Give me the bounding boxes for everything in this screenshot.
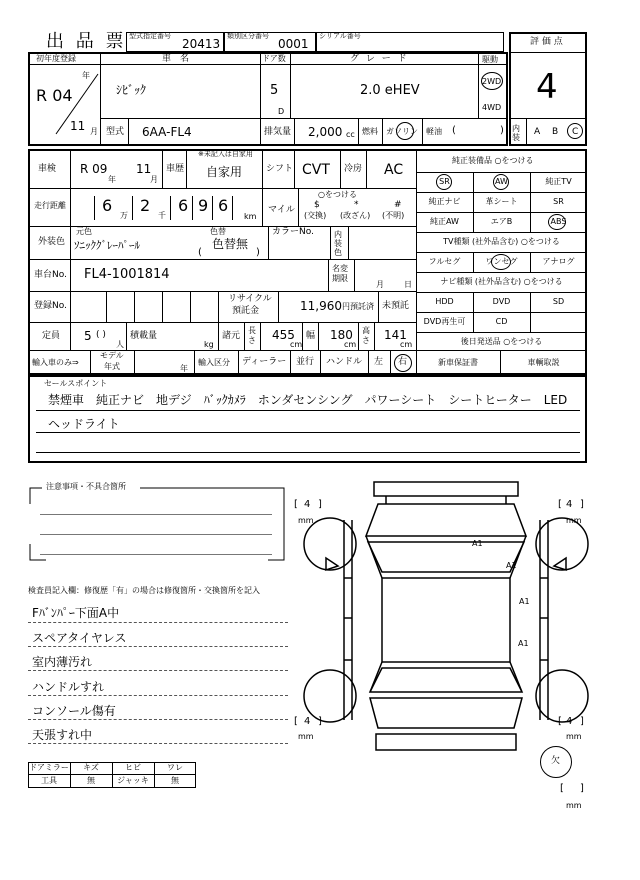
circle-note: ○をつける bbox=[318, 190, 357, 199]
repaint-label: 色替 bbox=[210, 227, 226, 236]
spare-close: ] bbox=[580, 783, 584, 794]
handle-left: 左 bbox=[374, 357, 384, 367]
fuel-gasoline-circle bbox=[396, 122, 414, 140]
ac-label: 冷房 bbox=[344, 164, 363, 174]
nav-sd: SD bbox=[552, 297, 565, 306]
interior-grade-c: C bbox=[572, 127, 579, 137]
equip-r1-3: 純正TV bbox=[545, 177, 572, 186]
import-dealer: ディーラー bbox=[242, 357, 287, 367]
bt-header-3: ヒビ bbox=[125, 763, 141, 772]
chassis-value: FL4-1001814 bbox=[84, 267, 170, 282]
import-type-label: 輸入区分 bbox=[198, 358, 230, 367]
score-label: 評 価 点 bbox=[530, 37, 563, 47]
first-reg-year-unit: 年 bbox=[82, 71, 90, 80]
name-change-month: 月 bbox=[376, 280, 384, 289]
warranty-label: 新車保証書 bbox=[438, 358, 478, 367]
form-title: 出 品 票 bbox=[46, 31, 127, 52]
note-item-2: スペアタイヤレス bbox=[32, 631, 127, 645]
width-label: 幅 bbox=[306, 331, 316, 341]
ac-value: AC bbox=[384, 162, 404, 178]
tire-rl-unit: mm bbox=[298, 732, 314, 741]
orig-color-value: ｿﾆｯｸｸﾞﾚｰﾊﾟｰﾙ bbox=[74, 239, 140, 252]
tv-type-label: TV種類 (社外品含む) ○をつける bbox=[443, 237, 560, 246]
category-value: 0001 bbox=[278, 37, 309, 51]
model-year-label-2: 年式 bbox=[104, 362, 120, 371]
tire-rr-value: 4 bbox=[566, 716, 573, 727]
bt-header-4: ワレ bbox=[167, 763, 183, 772]
shaken-month-unit: 月 bbox=[150, 175, 158, 184]
equip-r1-1-circle bbox=[436, 174, 452, 190]
mileage-digit-3: 6 bbox=[178, 196, 189, 215]
note-item-4: ハンドルすれ bbox=[32, 680, 105, 694]
shaken-value: R 09 bbox=[80, 162, 108, 176]
later-ship-label: 後日発送品 ○をつける bbox=[460, 337, 543, 346]
equip-r1-2: AW bbox=[495, 177, 508, 186]
tire-fr-value: 4 bbox=[566, 499, 573, 510]
tire-rr-unit: mm bbox=[566, 732, 582, 741]
int-color-label: 内装色 bbox=[334, 230, 342, 257]
mileage-unit: km bbox=[244, 212, 257, 221]
shaken-month: 11 bbox=[136, 162, 152, 176]
mileage-digit-5: 6 bbox=[218, 196, 229, 215]
note-item-3: 室内薄汚れ bbox=[32, 655, 93, 669]
tire-rr-close: ] bbox=[580, 716, 584, 727]
handle-label: ハンドル bbox=[326, 357, 363, 367]
tire-fr-open: [ bbox=[558, 499, 562, 510]
reg-label: 登録No. bbox=[34, 301, 67, 311]
spare-unit: mm bbox=[566, 801, 582, 810]
type-designation-value: 20413 bbox=[182, 37, 221, 51]
serial-label: シリアル番号 bbox=[319, 32, 361, 40]
damage-mark-1: A1 bbox=[472, 539, 483, 548]
model-value: 6AA-FL4 bbox=[142, 125, 192, 139]
doors-sub: D bbox=[278, 107, 285, 116]
equip-r2-3: SR bbox=[553, 197, 564, 206]
displacement-unit: cc bbox=[346, 130, 355, 139]
score-value: 4 bbox=[536, 67, 558, 107]
genuine-equipment-label: 純正装備品 ○をつける bbox=[452, 156, 534, 165]
doors-value: 5 bbox=[270, 83, 279, 98]
drive-label: 駆動 bbox=[482, 55, 498, 64]
sales-points-label: セールスポイント bbox=[44, 379, 108, 388]
equip-r3-1: 純正AW bbox=[430, 217, 459, 226]
note-item-5: コンソール傷有 bbox=[32, 704, 116, 718]
tv-oneseg: ワンセグ bbox=[485, 257, 518, 266]
tire-fl-open: [ bbox=[294, 499, 298, 510]
first-reg-month: 11 bbox=[70, 119, 86, 133]
interior-label: 内装 bbox=[512, 124, 520, 142]
exchange-sym: $ bbox=[314, 200, 320, 210]
manual-label: 車輌取説 bbox=[527, 358, 560, 367]
width-unit: cm bbox=[344, 340, 357, 349]
equip-r2-1: 純正ナビ bbox=[428, 197, 461, 206]
bt-header-2: キズ bbox=[83, 763, 99, 772]
load-unit: kg bbox=[204, 340, 214, 349]
equip-r2-2: 革シート bbox=[485, 197, 518, 206]
displacement-label: 排気量 bbox=[264, 127, 292, 137]
unknown-label: (不明) bbox=[382, 211, 405, 220]
dvd-play-label: DVD再生可 bbox=[423, 317, 466, 326]
equip-r3-3: ABS bbox=[550, 217, 567, 226]
notes-label: 注意事項・不具合箇所 bbox=[46, 482, 126, 491]
mileage-man: 万 bbox=[120, 211, 128, 220]
history-note: ※未記入は自家用 bbox=[198, 150, 253, 158]
tire-fl-unit: mm bbox=[298, 516, 314, 525]
note-item-1: Fﾊﾞﾝﾊﾟｰ下面A中 bbox=[32, 606, 120, 620]
tamper-label: (改ざん) bbox=[340, 211, 371, 220]
cd-label: CD bbox=[495, 317, 508, 326]
bt-header-1: ドアミラー bbox=[29, 763, 69, 772]
grade-value: 2.0 eHEV bbox=[360, 83, 420, 98]
recycle-none: 未預託 bbox=[382, 301, 410, 311]
equip-r1-2-circle bbox=[493, 174, 509, 190]
tire-fl-close: ] bbox=[318, 499, 322, 510]
tv-oneseg-circle bbox=[491, 254, 511, 270]
color-label: 外装色 bbox=[38, 237, 66, 247]
height-unit: cm bbox=[400, 340, 413, 349]
drive-2wd-circle bbox=[481, 72, 503, 90]
car-diagram bbox=[296, 478, 596, 778]
shaken-year-unit: 年 bbox=[108, 175, 116, 184]
mile-label: マイル bbox=[268, 205, 295, 215]
nav-hdd: HDD bbox=[435, 297, 454, 306]
history-value: 自家用 bbox=[206, 165, 243, 179]
drive-4wd: 4WD bbox=[482, 103, 502, 112]
drive-2wd: 2WD bbox=[482, 77, 502, 86]
displacement-value: 2,000 bbox=[308, 125, 343, 139]
model-year-unit: 年 bbox=[180, 364, 188, 373]
interior-selected-circle bbox=[567, 123, 583, 139]
diesel-label: 軽油 bbox=[426, 127, 442, 136]
tv-analog: アナログ bbox=[542, 257, 575, 266]
dims-label: 諸元 bbox=[222, 331, 241, 341]
category-label: 類別区分番号 bbox=[227, 32, 269, 40]
inspector-label: 検査員記入欄：修復歴「有」の場合は修復箇所・交換箇所を記入 bbox=[28, 586, 260, 595]
length-unit: cm bbox=[290, 340, 303, 349]
tire-fr-close: ] bbox=[580, 499, 584, 510]
interior-grade-b: B bbox=[552, 127, 559, 137]
length-label: 長さ bbox=[248, 326, 256, 345]
bt-cell-2: 無 bbox=[87, 776, 95, 785]
tamper-sym: * bbox=[354, 200, 359, 210]
first-reg-label: 初年度登録 bbox=[36, 54, 76, 63]
grade-label: グ レ ー ド bbox=[350, 54, 409, 64]
spare-tire-label: 欠 bbox=[551, 756, 561, 766]
mileage-digit-2: 2 bbox=[140, 196, 151, 215]
capacity-label: 定員 bbox=[42, 331, 61, 341]
mileage-thousand: 千 bbox=[158, 211, 166, 220]
damage-mark-4: A1 bbox=[518, 639, 529, 648]
tire-rr-open: [ bbox=[558, 716, 562, 727]
recycle-unit: 円預託済 bbox=[342, 302, 374, 311]
car-name-label: 車 名 bbox=[162, 54, 190, 64]
mileage-label: 走行距離 bbox=[34, 201, 66, 210]
tire-fr-unit: mm bbox=[566, 516, 582, 525]
handle-right: 右 bbox=[398, 357, 408, 367]
bt-cell-4: 無 bbox=[171, 776, 179, 785]
height-label: 高さ bbox=[362, 326, 370, 345]
length-value: 455 bbox=[272, 328, 295, 342]
import-label: 輸入車のみ⇒ bbox=[32, 358, 79, 367]
damage-mark-2: A1 bbox=[506, 561, 517, 570]
mileage-digit-4: 9 bbox=[198, 196, 209, 215]
equip-abs-circle bbox=[548, 214, 566, 230]
name-change-label: 名変期限 bbox=[332, 264, 348, 283]
nav-dvd: DVD bbox=[492, 297, 511, 306]
tire-rl-value: 4 bbox=[304, 716, 311, 727]
import-parallel: 並行 bbox=[296, 357, 315, 367]
repaint-value: 色替無 bbox=[212, 237, 249, 251]
bt-cell-3: ジャッキ bbox=[117, 776, 149, 785]
interior-grade-a: A bbox=[534, 127, 541, 137]
load-label: 積載量 bbox=[130, 331, 158, 341]
name-change-day: 日 bbox=[404, 280, 412, 289]
model-year-label-1: モデル bbox=[100, 351, 124, 360]
fuel-label: 燃料 bbox=[362, 127, 378, 136]
shift-label: シフト bbox=[266, 164, 294, 174]
car-name: ｼﾋﾞｯｸ bbox=[116, 83, 147, 97]
color-no-label: カラーNo. bbox=[272, 227, 314, 237]
fuel-gasoline: ガソリン bbox=[386, 127, 418, 136]
height-value: 141 bbox=[384, 328, 407, 342]
mileage-digit-1: 6 bbox=[102, 196, 113, 215]
unknown-sym: # bbox=[394, 200, 402, 210]
capacity-unit: 人 bbox=[116, 340, 124, 349]
shift-value: CVT bbox=[302, 162, 330, 178]
handle-right-circle bbox=[394, 354, 412, 372]
type-designation-label: 型式指定番号 bbox=[129, 32, 171, 40]
first-reg-year: R 04 bbox=[36, 86, 73, 105]
spare-open: [ bbox=[560, 783, 564, 794]
first-reg-month-unit: 月 bbox=[90, 127, 98, 136]
history-label: 車歴 bbox=[166, 164, 185, 174]
shaken-label: 車検 bbox=[38, 164, 57, 174]
recycle-value: 11,960 bbox=[300, 299, 342, 313]
equip-r1-1: SR bbox=[439, 177, 450, 186]
orig-color-label: 元色 bbox=[76, 227, 92, 236]
note-item-6: 天張すれ中 bbox=[32, 728, 93, 742]
damage-mark-3: A1 bbox=[519, 597, 530, 606]
notes-bracket bbox=[28, 484, 288, 564]
nav-type-label: ナビ種類 (社外品含む) ○をつける bbox=[440, 277, 563, 286]
tire-rl-open: [ bbox=[294, 716, 298, 727]
sales-points-line-1: 禁煙車 純正ナビ 地デジ ﾊﾞｯｸｶﾒﾗ ホンダセンシング パワーシート シートヒーター LED bbox=[48, 393, 568, 407]
exchange-label: (交換) bbox=[304, 211, 327, 220]
capacity-paren: ( ) bbox=[96, 330, 106, 340]
tv-fullseg: フルセグ bbox=[428, 257, 461, 266]
capacity-value: 5 bbox=[84, 329, 92, 343]
tire-fl-value: 4 bbox=[304, 499, 311, 510]
recycle-label-2: 預託金 bbox=[232, 306, 260, 316]
bt-cell-1: 工具 bbox=[41, 776, 57, 785]
doors-label: ドア数 bbox=[262, 54, 286, 63]
chassis-label: 車台No. bbox=[34, 270, 67, 280]
recycle-label-1: リサイクル bbox=[228, 294, 272, 304]
tire-rl-close: ] bbox=[318, 716, 322, 727]
equip-r3-2: エアB bbox=[490, 217, 513, 226]
width-value: 180 bbox=[330, 328, 353, 342]
model-label: 型式 bbox=[106, 127, 125, 137]
sales-points-line-2: ヘッドライト bbox=[48, 417, 120, 431]
